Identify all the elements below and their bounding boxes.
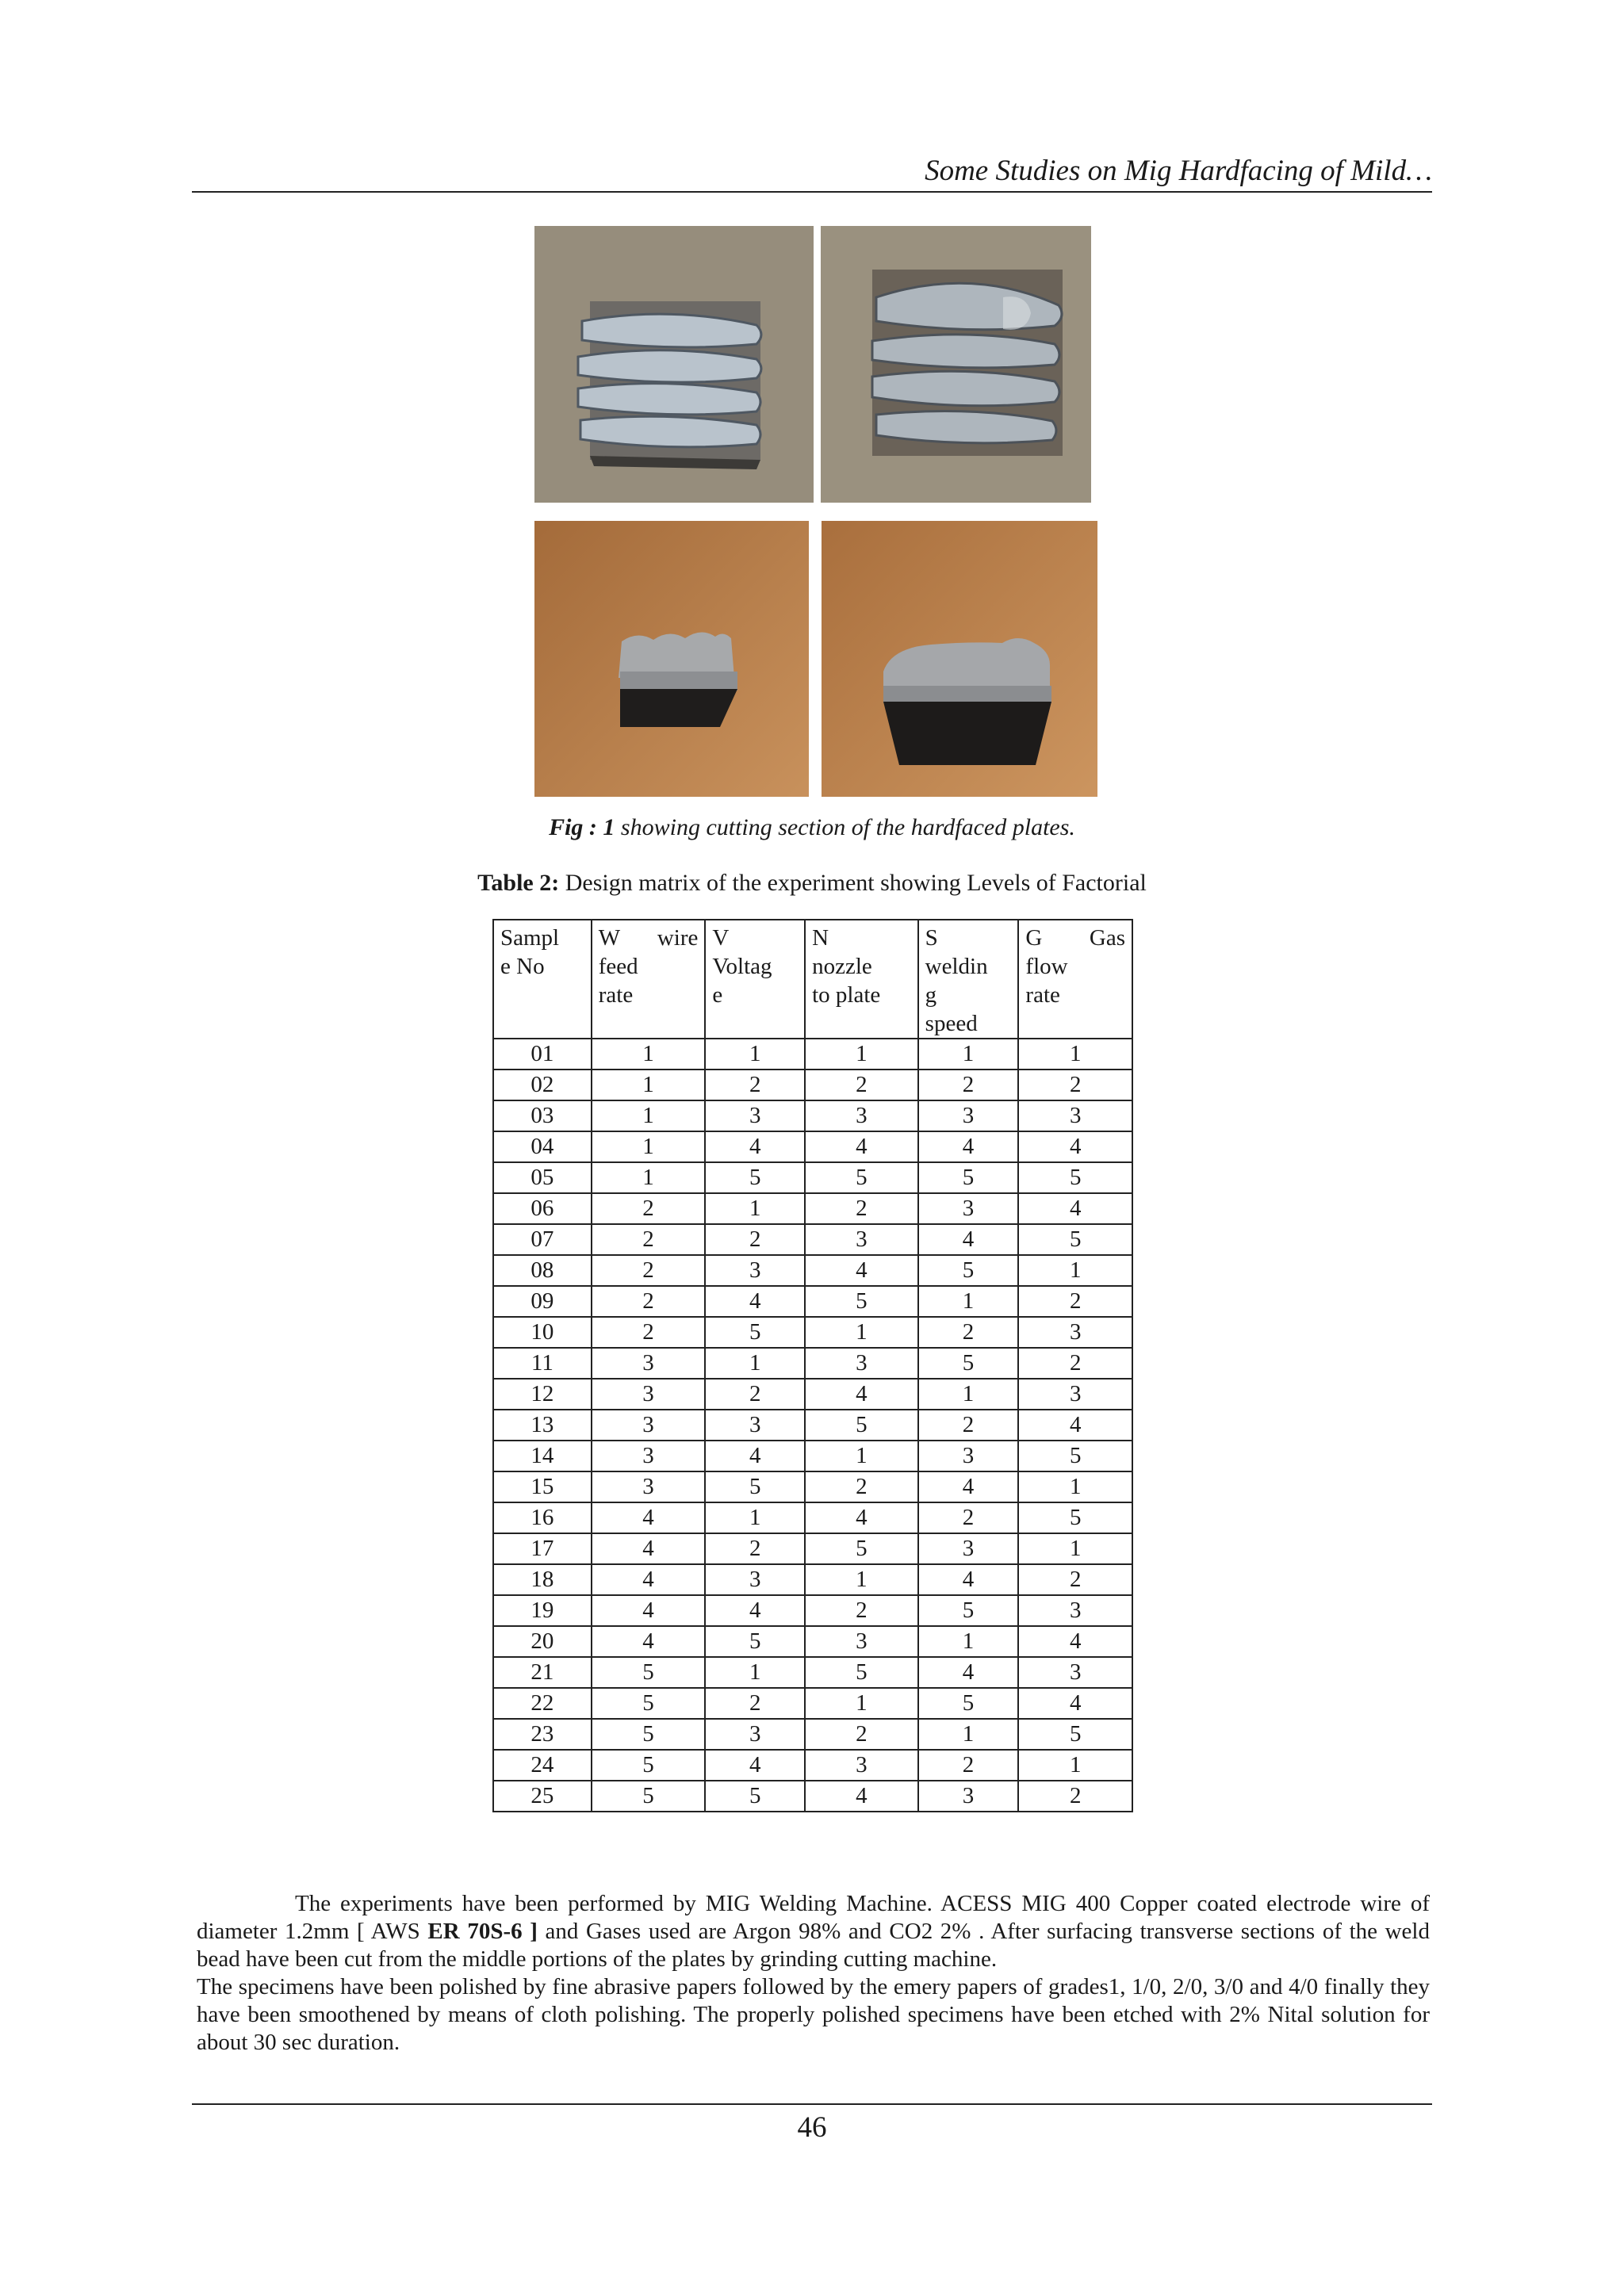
header-sample-no: Sampl e No — [493, 920, 592, 1039]
table-cell: 06 — [493, 1193, 592, 1224]
table-cell: 02 — [493, 1070, 592, 1100]
table-cell: 5 — [805, 1286, 918, 1317]
table-row — [493, 1719, 1132, 1750]
table-row — [493, 1564, 1132, 1595]
header-nozzle-to-plate: N nozzle to plate — [805, 920, 918, 1039]
table-cell: 18 — [493, 1564, 592, 1595]
table-cell: 1 — [705, 1039, 805, 1070]
table-cell: 3 — [805, 1348, 918, 1379]
table-cell: 5 — [1018, 1719, 1132, 1750]
table-cell: 3 — [592, 1441, 706, 1471]
table-cell: 4 — [592, 1564, 706, 1595]
table-cell: 03 — [493, 1100, 592, 1131]
table-cell: 20 — [493, 1626, 592, 1657]
table-cell: 3 — [1018, 1317, 1132, 1348]
cut-section-photo-1 — [534, 521, 809, 797]
table-cell: 4 — [592, 1626, 706, 1657]
table-cell: 5 — [705, 1317, 805, 1348]
table-title — [192, 866, 1432, 901]
design-matrix-table — [492, 919, 1133, 1812]
table-cell: 1 — [918, 1039, 1019, 1070]
header-gas-flow-rate: G Gas flow rate — [1018, 920, 1132, 1039]
table-cell: 5 — [705, 1626, 805, 1657]
table-cell: 2 — [805, 1193, 918, 1224]
table-cell: 10 — [493, 1317, 592, 1348]
table-cell: 5 — [918, 1255, 1019, 1286]
table-cell: 2 — [805, 1471, 918, 1502]
para1-text-b: and Gases used are Argon 98% and CO2 2% . After surfacing transverse sections of the weld bead have been cut from the middle portions of the plates by grinding cutting machine. — [197, 1919, 1430, 1972]
table-cell: 4 — [592, 1595, 706, 1626]
table-cell: 25 — [493, 1781, 592, 1812]
table-cell: 1 — [592, 1070, 706, 1100]
table-cell: 5 — [705, 1471, 805, 1502]
table-cell: 4 — [705, 1750, 805, 1781]
table-cell: 2 — [805, 1070, 918, 1100]
body-paragraph-2: The specimens have been polished by fine abrasive papers followed by the emery papers of grades1, 1/0, 2/0, 3/0 and 4/0 finally they have been smoothened by means of cloth polishing. The properly polished specimens have been etched with 2% Nital solution for about 30 sec duration. — [197, 1974, 1430, 2055]
table-cell: 3 — [705, 1410, 805, 1441]
table-cell: 4 — [805, 1379, 918, 1410]
table-cell: 14 — [493, 1441, 592, 1471]
table-cell: 4 — [1018, 1131, 1132, 1162]
table-cell: 15 — [493, 1471, 592, 1502]
figure-caption-label: Fig : 1 — [549, 814, 615, 840]
figure-caption — [192, 810, 1432, 845]
table-cell: 3 — [705, 1564, 805, 1595]
header-welding-speed: S weldin g speed — [918, 920, 1019, 1039]
table-cell: 1 — [592, 1039, 706, 1070]
table-cell: 5 — [805, 1533, 918, 1564]
table-title-label: Table 2: — [477, 870, 560, 896]
table-cell: 4 — [918, 1657, 1019, 1688]
table-cell: 2 — [1018, 1781, 1132, 1812]
table-cell: 1 — [592, 1162, 706, 1193]
table-cell: 4 — [805, 1502, 918, 1533]
table-cell: 04 — [493, 1131, 592, 1162]
table-cell: 5 — [805, 1657, 918, 1688]
table-row — [493, 1193, 1132, 1224]
table-cell: 1 — [918, 1719, 1019, 1750]
table-cell: 07 — [493, 1224, 592, 1255]
table-cell: 5 — [918, 1595, 1019, 1626]
table-cell: 4 — [805, 1781, 918, 1812]
table-cell: 2 — [592, 1255, 706, 1286]
table-cell: 2 — [705, 1070, 805, 1100]
table-row — [493, 1379, 1132, 1410]
table-cell: 05 — [493, 1162, 592, 1193]
table-cell: 5 — [705, 1162, 805, 1193]
table-cell: 5 — [1018, 1162, 1132, 1193]
table-cell: 2 — [1018, 1348, 1132, 1379]
table-cell: 2 — [918, 1502, 1019, 1533]
table-cell: 1 — [805, 1688, 918, 1719]
table-cell: 2 — [592, 1224, 706, 1255]
table-cell: 4 — [805, 1131, 918, 1162]
table-row — [493, 1410, 1132, 1441]
table-cell: 4 — [918, 1564, 1019, 1595]
table-cell: 3 — [705, 1255, 805, 1286]
table-cell: 2 — [1018, 1070, 1132, 1100]
table-cell: 1 — [805, 1441, 918, 1471]
table-cell: 3 — [705, 1719, 805, 1750]
table-title-text: Design matrix of the experiment showing Levels of Factorial — [559, 870, 1147, 896]
table-cell: 5 — [705, 1781, 805, 1812]
table-cell: 1 — [1018, 1255, 1132, 1286]
table-cell: 1 — [918, 1626, 1019, 1657]
body-paragraph-1 — [197, 1890, 1430, 1973]
table-cell: 17 — [493, 1533, 592, 1564]
table-cell: 2 — [705, 1533, 805, 1564]
table-cell: 1 — [805, 1564, 918, 1595]
table-cell: 1 — [705, 1348, 805, 1379]
running-header: Some Studies on Mig Hardfacing of Mild… — [925, 155, 1432, 187]
table-cell: 4 — [705, 1131, 805, 1162]
figure-caption-text: showing cutting section of the hardfaced plates. — [615, 814, 1075, 840]
table-cell: 1 — [805, 1039, 918, 1070]
table-row — [493, 1286, 1132, 1317]
table-cell: 3 — [592, 1410, 706, 1441]
table-cell: 11 — [493, 1348, 592, 1379]
table-row — [493, 1039, 1132, 1070]
table-cell: 2 — [805, 1595, 918, 1626]
table-cell: 5 — [918, 1348, 1019, 1379]
table-cell: 2 — [918, 1317, 1019, 1348]
table-cell: 5 — [1018, 1224, 1132, 1255]
table-cell: 2 — [705, 1224, 805, 1255]
table-cell: 4 — [918, 1131, 1019, 1162]
table-cell: 13 — [493, 1410, 592, 1441]
table-cell: 4 — [1018, 1193, 1132, 1224]
table-cell: 1 — [1018, 1039, 1132, 1070]
table-cell: 3 — [918, 1781, 1019, 1812]
table-cell: 2 — [1018, 1286, 1132, 1317]
table-cell: 2 — [705, 1379, 805, 1410]
header-rule — [192, 191, 1432, 193]
table-cell: 5 — [918, 1688, 1019, 1719]
table-cell: 4 — [1018, 1626, 1132, 1657]
table-cell: 08 — [493, 1255, 592, 1286]
hardfaced-plate-top-view-1 — [534, 226, 814, 503]
table-cell: 3 — [805, 1100, 918, 1131]
table-cell: 5 — [592, 1688, 706, 1719]
table-cell: 22 — [493, 1688, 592, 1719]
table-row — [493, 1162, 1132, 1193]
table-cell: 4 — [918, 1224, 1019, 1255]
table-row — [493, 1255, 1132, 1286]
table-cell: 4 — [592, 1533, 706, 1564]
table-cell: 2 — [1018, 1564, 1132, 1595]
table-cell: 1 — [1018, 1533, 1132, 1564]
table-cell: 5 — [918, 1162, 1019, 1193]
table-row — [493, 1595, 1132, 1626]
table-cell: 3 — [592, 1471, 706, 1502]
table-cell: 23 — [493, 1719, 592, 1750]
table-cell: 5 — [805, 1410, 918, 1441]
table-cell: 2 — [918, 1070, 1019, 1100]
table-cell: 5 — [1018, 1502, 1132, 1533]
table-cell: 4 — [592, 1502, 706, 1533]
table-cell: 01 — [493, 1039, 592, 1070]
table-cell: 1 — [705, 1193, 805, 1224]
table-row — [493, 1626, 1132, 1657]
table-cell: 3 — [918, 1533, 1019, 1564]
table-cell: 3 — [592, 1348, 706, 1379]
table-cell: 16 — [493, 1502, 592, 1533]
table-cell: 3 — [705, 1100, 805, 1131]
table-cell: 3 — [918, 1441, 1019, 1471]
table-cell: 1 — [918, 1379, 1019, 1410]
table-cell: 5 — [592, 1750, 706, 1781]
table-row — [493, 1471, 1132, 1502]
table-cell: 19 — [493, 1595, 592, 1626]
table-cell: 12 — [493, 1379, 592, 1410]
table-cell: 4 — [805, 1255, 918, 1286]
table-cell: 5 — [592, 1781, 706, 1812]
table-cell: 2 — [918, 1410, 1019, 1441]
table-cell: 5 — [592, 1657, 706, 1688]
page-number: 46 — [797, 2111, 827, 2144]
table-cell: 2 — [592, 1317, 706, 1348]
table-cell: 21 — [493, 1657, 592, 1688]
table-cell: 3 — [1018, 1100, 1132, 1131]
table-cell: 4 — [705, 1286, 805, 1317]
table-cell: 2 — [805, 1719, 918, 1750]
table-row — [493, 1100, 1132, 1131]
table-row — [493, 1441, 1132, 1471]
table-cell: 4 — [705, 1595, 805, 1626]
table-row — [493, 1533, 1132, 1564]
table-row — [493, 1657, 1132, 1688]
table-cell: 1 — [592, 1100, 706, 1131]
table-cell: 2 — [592, 1286, 706, 1317]
table-cell: 1 — [1018, 1471, 1132, 1502]
table-cell: 1 — [1018, 1750, 1132, 1781]
table-cell: 4 — [918, 1471, 1019, 1502]
table-cell: 1 — [918, 1286, 1019, 1317]
table-row — [493, 1070, 1132, 1100]
table-cell: 3 — [805, 1750, 918, 1781]
table-cell: 1 — [805, 1317, 918, 1348]
table-row — [493, 1348, 1132, 1379]
table-cell: 5 — [592, 1719, 706, 1750]
table-cell: 1 — [705, 1502, 805, 1533]
table-cell: 3 — [1018, 1657, 1132, 1688]
table-cell: 4 — [1018, 1410, 1132, 1441]
table-row — [493, 1224, 1132, 1255]
table-cell: 3 — [805, 1224, 918, 1255]
table-row — [493, 1688, 1132, 1719]
table-cell: 3 — [592, 1379, 706, 1410]
footer-rule — [192, 2103, 1432, 2105]
table-body — [493, 1039, 1132, 1812]
table-cell: 3 — [918, 1193, 1019, 1224]
table-row — [493, 1502, 1132, 1533]
header-wire-feed-rate: W wire feed rate — [592, 920, 706, 1039]
hardfaced-plate-top-view-2 — [821, 226, 1091, 503]
table-row — [493, 1131, 1132, 1162]
table-cell: 24 — [493, 1750, 592, 1781]
table-header-row — [493, 920, 1132, 1039]
header-voltage: V Voltag e — [705, 920, 805, 1039]
table-cell: 4 — [1018, 1688, 1132, 1719]
para1-text-a: The experiments have been performed by MIG Welding Machine. ACESS MIG 400 Copper coated electrode wire of diameter 1.2mm [ AWS — [197, 1891, 1430, 1944]
table-cell: 2 — [705, 1688, 805, 1719]
table-row — [493, 1750, 1132, 1781]
table-row — [493, 1781, 1132, 1812]
table-cell: 4 — [705, 1441, 805, 1471]
table-cell: 5 — [1018, 1441, 1132, 1471]
para1-bold-wire-spec: ER 70S-6 ] — [427, 1919, 538, 1944]
table-cell: 5 — [805, 1162, 918, 1193]
table-cell: 3 — [1018, 1379, 1132, 1410]
table-cell: 3 — [918, 1100, 1019, 1131]
table-cell: 2 — [918, 1750, 1019, 1781]
table-cell: 3 — [1018, 1595, 1132, 1626]
table-cell: 3 — [805, 1626, 918, 1657]
table-cell: 2 — [592, 1193, 706, 1224]
table-row — [493, 1317, 1132, 1348]
table-cell: 09 — [493, 1286, 592, 1317]
table-cell: 1 — [705, 1657, 805, 1688]
cut-section-photo-2 — [822, 521, 1097, 797]
table-cell: 1 — [592, 1131, 706, 1162]
